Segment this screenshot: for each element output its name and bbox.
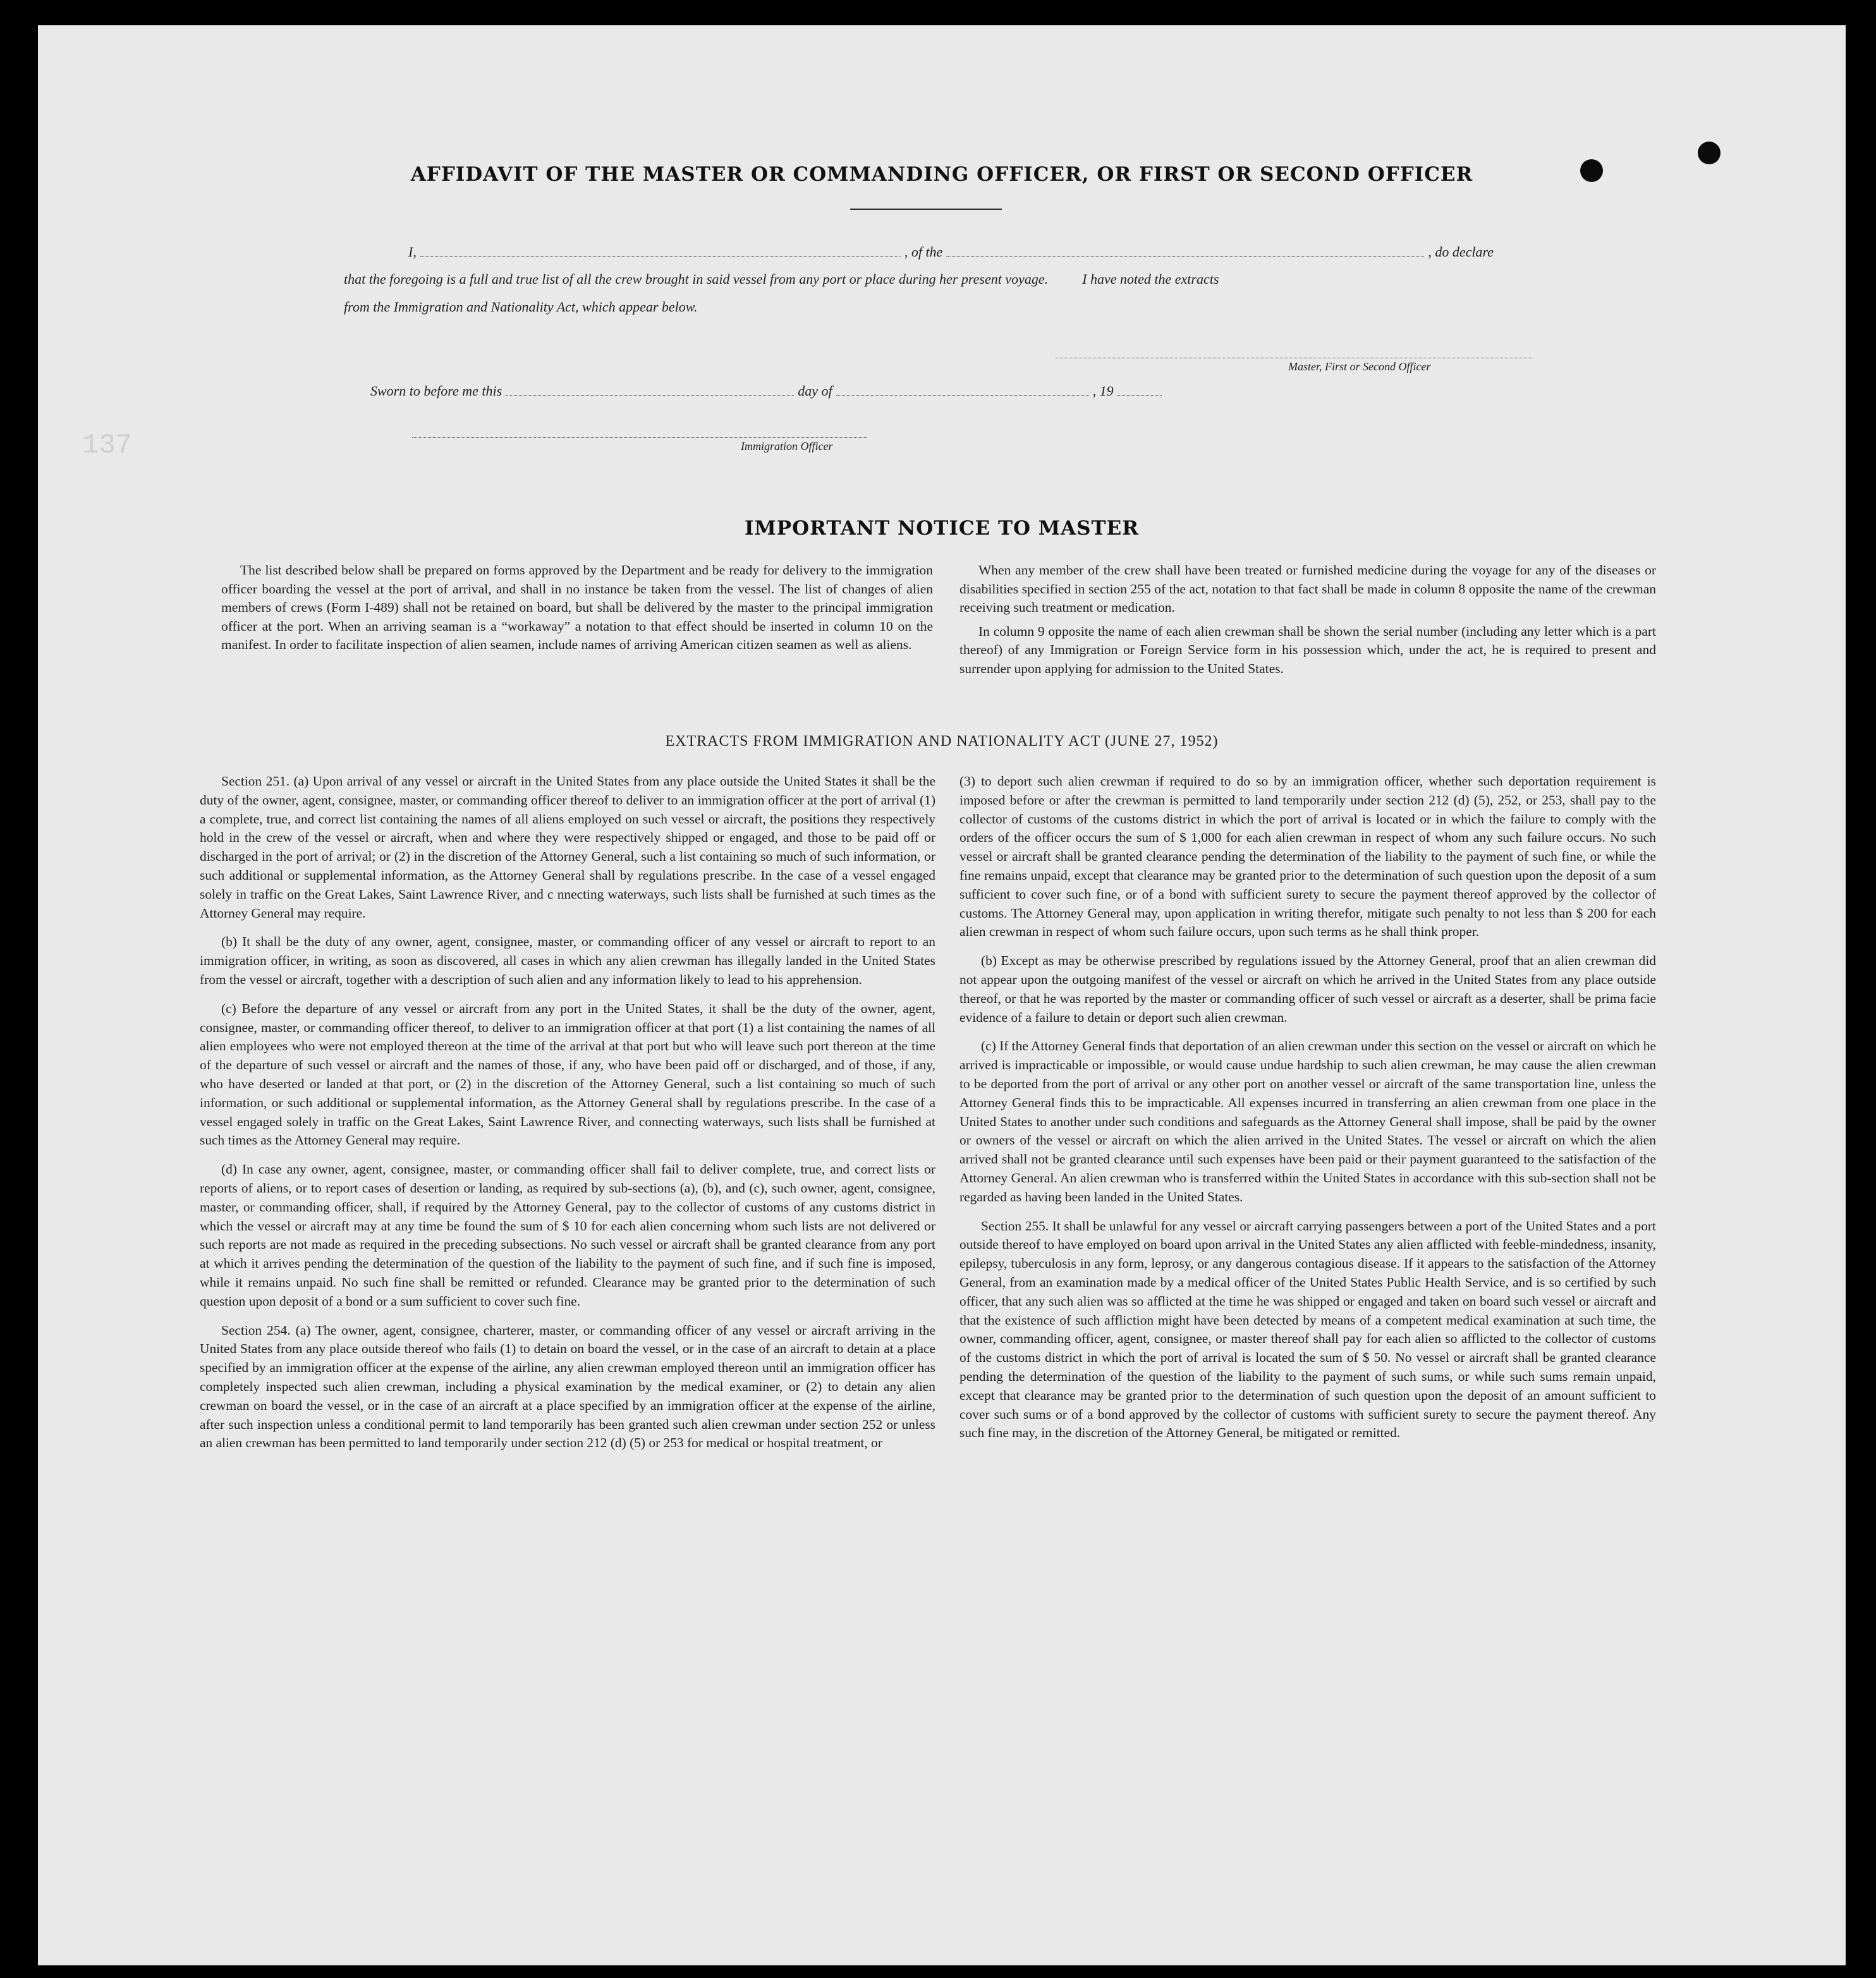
extracts-left-column [200,772,935,1463]
master-signature-label: Master, First or Second Officer [1288,360,1431,373]
officer-signature-label: Immigration Officer [741,440,833,452]
sworn-start: Sworn to before me this [370,383,502,399]
declaration-line [408,244,1494,260]
sworn-end: , 19 [1092,383,1114,399]
bleed-through-page-number: 137 [82,430,133,461]
section-251-a: Section 251. (a) Upon arrival of any vessel or aircraft in the United States from any place outside the United States it shall be the duty of the owner, agent, consignee, master, or commanding officer thereof to deliver to an immigration officer at the port of arrival (1) a complete, true, and correct list containing the names of all aliens employed on such vessel or aircraft, the positions they respectively hold in the crew of the vessel or aircraft, when and where they were respectively shipped or engaged, and those to be paid off or discharged in the port of arrival; or (2) in the discretion of the Attorney General, such a list containing so much of such information, or such additional or supplemental information, as the Attorney General shall by regulations prescribe. In the case of a vessel engaged solely in traffic on the Great Lakes, Saint Lawrence River, and c nnecting waterways, such lists shall be furnished at such times as the Attorney General may require. [200,774,935,921]
notice-right-text-2: In column 9 opposite the name of each alien crewman shall be shown the serial number (including any letter which is a part thereof) of any Immigration or Foreign Service form in his possession which, under the act, he is required to present and surrender upon applying for admission to the United States. [959,623,1656,676]
section-254-a: Section 254. (a) The owner, agent, consignee, charterer, master, or commanding officer of any vessel or aircraft arriving in the United States from any place outside thereof who fails (1) to detain on board the vessel, or in the case of an aircraft to detain at a place specified by an immigration officer at the expense of the airline, any alien crewman employed thereon until an immigration officer has completely inspected such alien crewman, including a physical examination by the medical examiner, or (2) to detain any alien crewman on board the vessel, or in the case of an aircraft at a place specified by an immigration officer at the expense of the airline, after such inspection unless a conditional permit to land temporarily has been granted such alien crewman under section 252 or unless an alien crewman has been permitted to land temporarily under section 212 (d) (5) or 253 for medical or hospital treatment, or [200,1322,935,1451]
sworn-day-blank [506,394,794,396]
section-254-c: (c) If the Attorney General finds that deportation of an alien crewman under this section on the vessel or aircraft on which he arrived is impracticable or impossible, or would cause undue hardship to such alien crewman, he may cause the alien crewman to be deported from the port of arrival or any other port on another vessel or aircraft of the same transportation line, unless the Attorney General finds this to be impracticable. All expenses incurred in transferring an alien crewman from one place in the United States to another under such conditions and safeguards as the Attorney General shall impose, shall be paid by the owner or owners of the vessel or aircraft on which the alien arrived in the United States. The vessel or aircraft on which the alien arrived shall not be granted clearance until such expenses have been paid or their payment guaranteed to the satisfaction of the Attorney General. An alien crewman who is transferred within the United States in accordance with this sub-section shall not be regarded as having been landed in the United States. [959,1038,1656,1204]
section-251-c: (c) Before the departure of any vessel or aircraft from any port in the United States, it shall be the duty of the owner, agent, consignee, master, or commanding officer thereof, to deliver to an immigration officer at that port (1) a list containing the names of all alien employees who were not employed thereon at the time of the arrival at that port but who will leave such port thereon at the time of the departure of such vessel or aircraft and the names of those, if any, who have been paid off or discharged, and of those, if any, who have deserted or landed at that port, or (2) in the discretion of the Attorney General, such a list containing so much of such information, or such additional or supplemental information, as the Attorney General shall by regulations prescribe. In the case of a vessel engaged solely in traffic on the Great Lakes, Saint Lawrence River, and connecting waterways, such lists shall be furnished at such times as the Attorney General may require. [200,1000,935,1148]
extracts-right-column [959,772,1656,1453]
section-254-b: (b) Except as may be otherwise prescribed by regulations issued by the Attorney General, proof that an alien crewman did not appear upon the outgoing manifest of the vessel or aircraft on which he arrived in the United States from any place outside thereof, or that he was reported by the master or commanding officer of such vessel or aircraft as a deserter, shall be prima facie evidence of a failure to detain or deport such alien crewman. [959,953,1656,1025]
punch-hole-right [1698,142,1721,164]
section-254-a-continued: (3) to deport such alien crewman if required to do so by an immigration officer, whether such deportation requirement is imposed before or after the crewman is permitted to land temporarily under section 212 (d) (5), 252, or 253, shall pay to the collector of customs of the customs district in which the port of arrival is located or in which the failure to comply with the orders of the officer occurs the sum of $ 1,000 for each alien crewman in respect of whom any such failure occurs. No such vessel or aircraft shall be granted clearance pending the determination of the liability to the payment of such fine, or while the fine remains unpaid, except that clearance may be granted prior to the determination of such question upon the deposit of a sum sufficient to cover such fine, or of a bond with sufficient surety to secure the payment thereof approved by the collector of customs. The Attorney General may, upon application in writing therefor, mitigate such penalty to not less than $ 200 for each alien crewman in respect of whom such failure occurs, upon such terms as he shall think proper. [959,774,1656,940]
affidavit-title: AFFIDAVIT OF THE MASTER OR COMMANDING OFFICER, OR FIRST OR SECOND OFFICER [410,163,1473,186]
declaration-statement [344,265,1552,321]
notice-left-paragraph [221,561,933,664]
declaration-mid: , of the [904,244,943,260]
sworn-mid: day of [798,383,832,399]
sworn-month-blank [836,394,1089,396]
sworn-year-blank [1118,394,1162,396]
section-251-d: (d) In case any owner, agent, consignee, master, or commanding officer shall fail to deliver complete, true, and correct lists or reports of aliens, or to report cases of desertion or landing, as required by sub-sections (a), (b), and (c), such owner, agent, consignee, master, or commanding officer, shall, if required by the Attorney General, pay to the collector of customs of any customs district in which the vessel or aircraft may at any time be found the sum of $ 10 for each alien concerning whom such lists are not delivered or such reports are not made as required in the preceding subsections. No such vessel or aircraft shall be granted clearance from any port at which it arrives pending the determination of the question of the liability to the payment of such fine, and if such fine is imposed, while it remains unpaid. No such fine shall be remitted or refunded. Clearance may be granted prior to the determination of such question upon deposit of a bond or a sum sufficient to cover such fine. [200,1162,935,1309]
document-page [38,25,1846,1965]
name-blank [420,255,901,257]
notice-title: IMPORTANT NOTICE TO MASTER [744,517,1140,540]
notice-right-text-1: When any member of the crew shall have been treated or furnished medicine during the voyage for any of the diseases or disabilities specified in section 255 of the act, notation to that fact shall be made in column 8 opposite the name of the crewman receiving such treatment or medication. [959,562,1656,616]
title-divider [850,209,1002,210]
statement-b: I have noted the extracts [1082,271,1219,287]
section-251-b: (b) It shall be the duty of any owner, agent, consignee, master, or commanding officer of any vessel or aircraft to report to an immigration officer, in writing, as soon as discovered, all cases in which any alien crewman has illegally landed in the United States from the vessel or aircraft, together with a description of such alien and any information likely to lead to his apprehension. [200,934,935,987]
statement-a: that the foregoing is a full and true list of all the crew brought in said vessel from any port or place during her present voyage. [344,271,1049,287]
extracts-title: EXTRACTS FROM IMMIGRATION AND NATIONALITY ACT (JUNE 27, 1952) [665,733,1219,749]
officer-signature-line [412,437,867,438]
vessel-blank [946,255,1424,257]
statement-c: from the Immigration and Nationality Act, which appear below. [344,299,698,315]
section-255: Section 255. It shall be unlawful for any vessel or aircraft carrying passengers between a port of the United States and a port outside thereof to have employed on board upon arrival in the United States any alien afflicted with feeble-mindedness, insanity, epilepsy, tuberculosis in any form, leprosy, or any dangerous contagious disease. If it appears to the satisfaction of the Attorney General, from an examination made by a medical officer of the United States Public Health Service, and is so certified by such officer, that any such alien was so afflicted at the time he was shipped or engaged and taken on board such vessel or aircraft and that the existence of such affliction might have been detected by means of a competent medical examination at such time, the owner, commanding officer, agent, consignee, or master thereof shall pay for each alien so afflicted to the collector of customs of the customs district in which the port of arrival is located the sum of $ 50. No vessel or aircraft shall be granted clearance pending the determination of the question of the liability to the payment of such sums, or while such sums remain unpaid, except that clearance may be granted prior to the determination of such question upon the deposit of an amount sufficient to cover such sums or of a bond approved by the collector of customs with sufficient surety to secure the payment thereof. Any such fine may, in the discretion of the Attorney General, be mitigated or remitted. [959,1218,1656,1441]
declaration-end: , do declare [1428,244,1494,260]
sworn-line [370,383,1166,399]
notice-left-text: The list described below shall be prepared on forms approved by the Department and be ready for delivery to the immigration officer boarding the vessel at the port of arrival, and shall in no instance be taken from the vessel. The list of changes of alien members of crews (Form I-489) shall not be retained on board, but shall be delivered by the master to the principal immigration officer at the port. When an arriving seaman is a “workaway” a notation to that effect should be inserted in column 10 on the manifest. In order to facilitate inspection of alien seamen, include names of arriving American citizen seamen as well as aliens. [221,562,933,653]
notice-right-column [959,561,1656,688]
declaration-start: I, [408,244,417,260]
